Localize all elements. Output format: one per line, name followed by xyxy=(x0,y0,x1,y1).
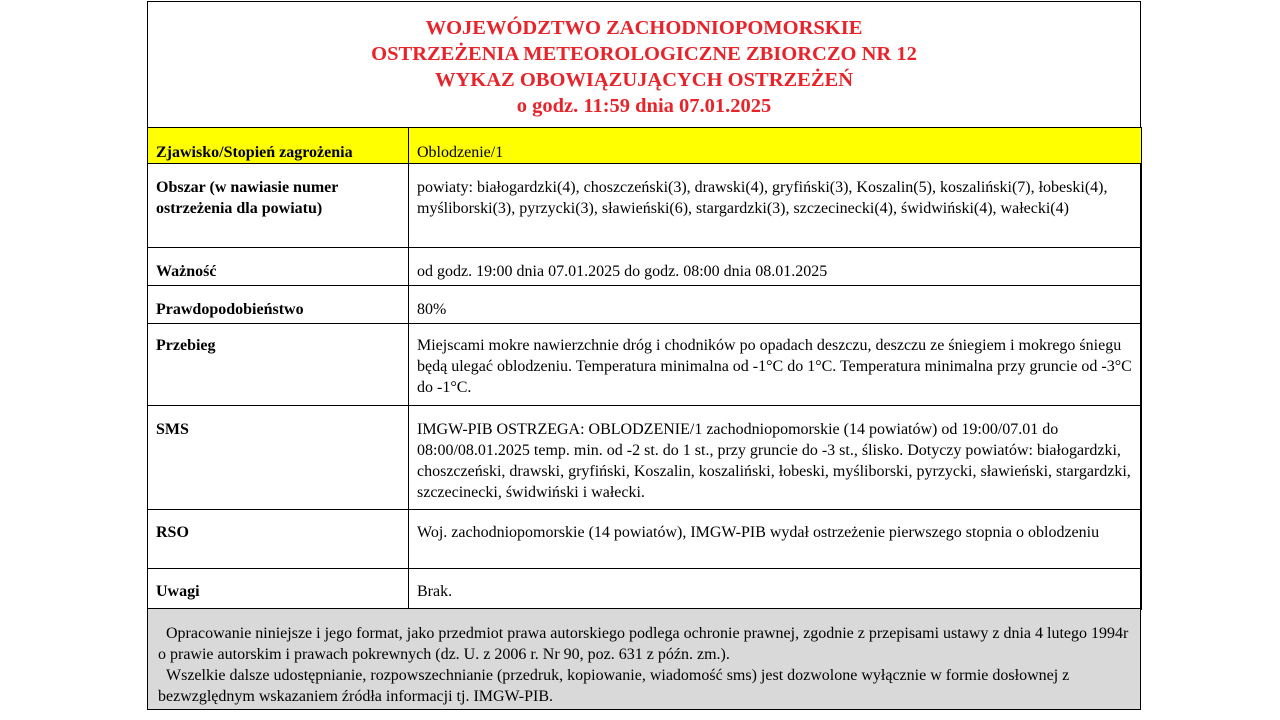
document-header xyxy=(148,2,1140,128)
table-row xyxy=(148,569,1142,610)
row-label-validity: Ważność xyxy=(148,248,409,286)
row-value-notes: Brak. xyxy=(409,569,1142,610)
list-title: WYKAZ OBOWIĄZUJĄCYCH OSTRZEŻEŃ xyxy=(434,69,854,91)
row-label-sms: SMS xyxy=(148,406,409,510)
row-value-rso: Woj. zachodniopomorskie (14 powiatów), IMGW-PIB wydał ostrzeżenie pierwszego stopnia o oblodzeniu xyxy=(409,510,1142,569)
row-value-phenomenon: Oblodzenie/1 xyxy=(409,128,1142,164)
row-value-course: Miejscami mokre nawierzchnie dróg i chodników po opadach deszczu, deszczu ze śniegiem i mokrego śniegu będą ulegać oblodzeniu. Temperatura minimalna od -1°C do 1°C. Temperatura minimalna przy gruncie od -3°C do -1°C. xyxy=(409,324,1142,406)
distribution-paragraph: Wszelkie dalsze udostępnianie, rozpowszechnianie (przedruk, kopiowanie, wiadomość sms) jest dozwolone wyłącznie w formie dosłownej z bezwzględnym wskazaniem źródła informacji tj. IMGW-PIB. xyxy=(158,667,1070,705)
table-row xyxy=(148,406,1142,510)
copyright-notice xyxy=(148,608,1140,709)
row-label-probability: Prawdopodobieństwo xyxy=(148,286,409,324)
copyright-paragraph: Opracowanie niniejsze i jego format, jako przedmiot prawa autorskiego podlega ochronie prawnej, zgodnie z przepisami ustawy z dnia 4 lutego 1994r o prawie autorskim i prawach pokrewnych (dz. U. z 2006 r. Nr 90, poz. 631 z późn. zm.). xyxy=(158,625,1129,663)
row-value-validity: od godz. 19:00 dnia 07.01.2025 do godz. 08:00 dnia 08.01.2025 xyxy=(409,248,1142,286)
row-label-phenomenon: Zjawisko/Stopień zagrożenia xyxy=(148,128,409,164)
table-row xyxy=(148,128,1142,164)
region-title: WOJEWÓDZTWO ZACHODNIOPOMORSKIE xyxy=(425,17,863,39)
row-value-probability: 80% xyxy=(409,286,1142,324)
row-value-sms: IMGW-PIB OSTRZEGA: OBLODZENIE/1 zachodniopomorskie (14 powiatów) od 19:00/07.01 do 08:00/08.01.2025 temp. min. od -2 st. do 1 st., przy gruncie do -3 st., ślisko. Dotyczy powiatów: białogardzki, choszczeński, drawski, gryfiński, Koszalin, koszaliński, łobeski, myśliborski, pyrzycki, sławieński, stargardzki, szczecinecki, świdwiński i wałecki. xyxy=(409,406,1142,510)
table-row xyxy=(148,164,1142,248)
warning-document xyxy=(147,1,1141,710)
table-row xyxy=(148,510,1142,569)
row-label-course: Przebieg xyxy=(148,324,409,406)
row-label-area: Obszar (w nawiasie numer ostrzeżenia dla powiatu) xyxy=(148,164,409,248)
warnings-title: OSTRZEŻENIA METEOROLOGICZNE ZBIORCZO NR 12 xyxy=(371,43,917,65)
table-row xyxy=(148,248,1142,286)
row-value-area: powiaty: białogardzki(4), choszczeński(3), drawski(4), gryfiński(3), Koszalin(5), koszaliński(7), łobeski(4), myśliborski(3), pyrzycki(3), sławieński(6), stargardzki(3), szczecinecki(4), świdwiński(4), wałecki(4) xyxy=(409,164,1142,248)
row-label-notes: Uwagi xyxy=(148,569,409,610)
table-row xyxy=(148,286,1142,324)
table-row xyxy=(148,324,1142,406)
warning-table xyxy=(147,127,1142,610)
issue-time: o godz. 11:59 dnia 07.01.2025 xyxy=(516,95,772,117)
row-label-rso: RSO xyxy=(148,510,409,569)
